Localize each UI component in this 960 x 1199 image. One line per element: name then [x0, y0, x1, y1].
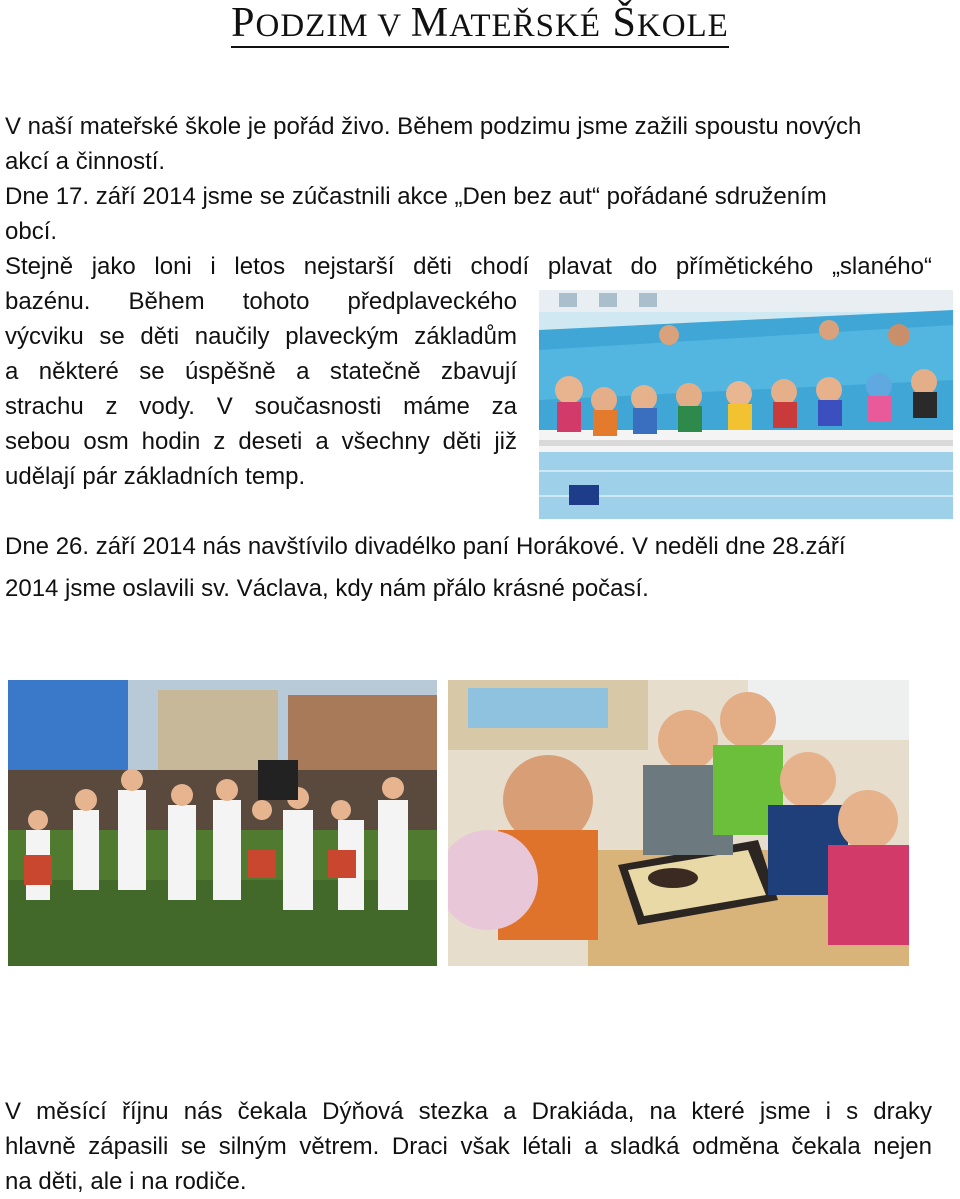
theatre-line-1: Dne 26. září 2014 nás navštívilo divadélko paní Horákové. V neděli dne 28.září [5, 533, 846, 560]
title-word-4: KOLE [636, 8, 729, 44]
children-baking-photo [448, 680, 909, 966]
folk-costume-children-photo [8, 680, 437, 966]
intro-line-1: V naší mateřské škole je pořád živo. Během podzimu jsme zažili spoustu nových [5, 113, 862, 140]
swimming-line-2: výcviku se děti naučily plaveckým základům [5, 323, 517, 350]
swimming-line-1: bazénu. Během tohoto předplaveckého [5, 288, 517, 315]
theatre-line-2: 2014 jsme oslavili sv. Václava, kdy nám přálo krásné počasí. [5, 575, 649, 602]
page-title-text [231, 2, 729, 48]
october-line-1: V měsící říjnu nás čekala Dýňová stezka a Drakiáda, na které jsme i s draky [5, 1098, 932, 1125]
title-initial-1: P [231, 0, 256, 46]
intro-line-2: akcí a činností. [5, 148, 166, 175]
intro-line-4: obcí. [5, 218, 58, 245]
title-initial-3: M [410, 0, 450, 46]
october-line-3: na děti, ale i na rodiče. [5, 1168, 247, 1195]
title-word-2: V [368, 8, 411, 44]
intro-line-5: Stejně jako loni i letos nejstarší děti chodí plavat do přímětického „slaného“ [5, 253, 932, 280]
swimming-line-5: sebou osm hodin z deseti a všechny děti již [5, 428, 517, 455]
swimming-line-6: udělají pár základních temp. [5, 463, 306, 490]
october-line-2: hlavně zápasili se silným větrem. Draci však létali a sladká odměna čekala nejen [5, 1133, 932, 1160]
title-initial-4: Š [601, 0, 637, 46]
swimming-line-4: strachu z vody. V současnosti máme za [5, 393, 517, 420]
swimming-pool-photo [539, 290, 953, 519]
swimming-line-3: a některé se úspěšně a statečně zbavují [5, 358, 517, 385]
intro-line-3: Dne 17. září 2014 jsme se zúčastnili akce „Den bez aut“ pořádané sdružením [5, 183, 827, 210]
title-word-1: ODZIM [255, 8, 369, 44]
title-word-3: ATEŘSKÉ [449, 8, 601, 44]
page-title [0, 0, 960, 48]
